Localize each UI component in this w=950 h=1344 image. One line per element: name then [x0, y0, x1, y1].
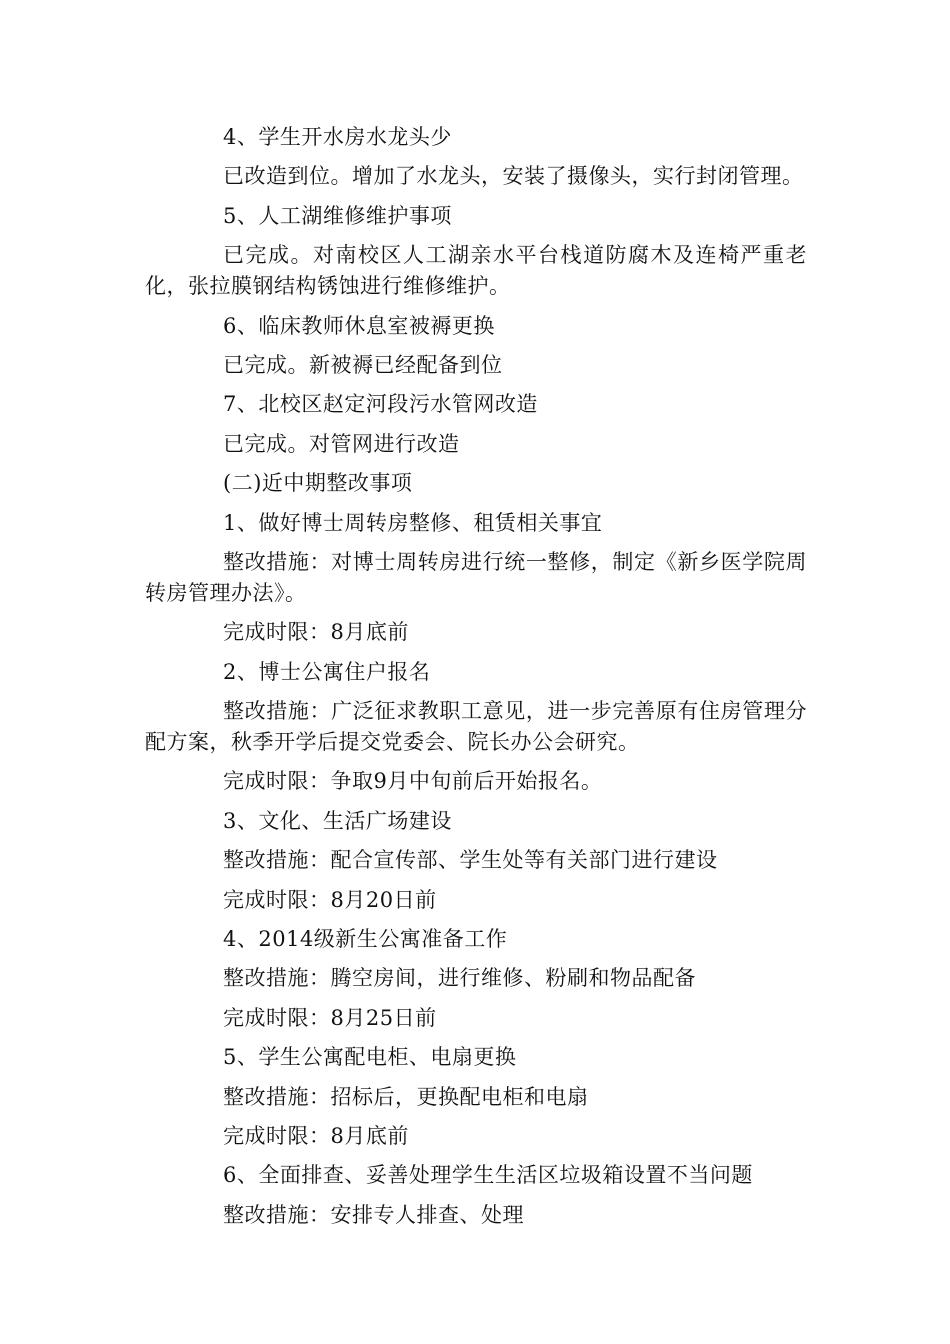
- paragraph-item-4-heading: 4、学生开水房水龙头少: [223, 125, 452, 149]
- paragraph-item-5-heading: 5、人工湖维修维护事项: [223, 203, 452, 228]
- paragraph-task-2-heading: 2、博士公寓住户报名: [223, 659, 431, 684]
- paragraph-task-1-heading: 1、做好博士周转房整修、租赁相关事宜: [223, 510, 603, 535]
- section-heading: (二)近中期整改事项: [223, 471, 413, 496]
- paragraph-item-4-status: 已改造到位。增加了水龙头，安装了摄像头，实行封闭管理。: [223, 164, 804, 189]
- paragraph-task-6-heading: 6、全面排查、妥善处理学生生活区垃圾箱设置不当问题: [223, 1163, 753, 1188]
- paragraph-task-3-heading: 3、文化、生活广场建设: [223, 808, 452, 833]
- paragraph-task-3-measures: 整改措施：配合宣传部、学生处等有关部门进行建设: [223, 848, 718, 873]
- paragraph-item-6-heading: 6、临床教师休息室被褥更换: [223, 313, 495, 338]
- paragraph-task-5-heading: 5、学生公寓配电柜、电扇更换: [223, 1045, 517, 1070]
- paragraph-item-7-status: 已完成。对管网进行改造: [223, 431, 460, 456]
- paragraph-task-4-heading: 4、2014级新生公寓准备工作: [223, 927, 508, 952]
- paragraph-item-5-status: 已完成。对南校区人工湖亲水平台栈道防腐木及连椅严重老化，张拉膜钢结构锈蚀进行维修维护。: [145, 243, 807, 299]
- paragraph-task-6-measures: 整改措施：安排专人排查、处理: [223, 1202, 524, 1227]
- paragraph-task-4-deadline: 完成时限：8月25日前: [223, 1005, 437, 1030]
- paragraph-item-6-status: 已完成。新被褥已经配备到位: [223, 352, 503, 377]
- paragraph-task-5-measures: 整改措施：招标后，更换配电柜和电扇: [223, 1084, 589, 1109]
- paragraph-task-3-deadline: 完成时限：8月20日前: [223, 887, 437, 912]
- paragraph-task-4-measures: 整改措施：腾空房间，进行维修、粉刷和物品配备: [223, 966, 696, 991]
- paragraph-task-2-measures: 整改措施：广泛征求教职工意见，进一步完善原有住房管理分配方案，秋季开学后提交党委会、院长办公会研究。: [145, 699, 807, 755]
- paragraph-task-2-deadline: 完成时限：争取9月中旬前后开始报名。: [223, 769, 603, 794]
- paragraph-item-7-heading: 7、北校区赵定河段污水管网改造: [223, 392, 538, 417]
- paragraph-task-5-deadline: 完成时限：8月底前: [223, 1123, 409, 1148]
- paragraph-task-1-deadline: 完成时限：8月底前: [223, 620, 409, 645]
- paragraph-task-1-measures: 整改措施：对博士周转房进行统一整修，制定《新乡医学院周转房管理办法》。: [145, 549, 807, 605]
- document-body: [145, 122, 807, 1239]
